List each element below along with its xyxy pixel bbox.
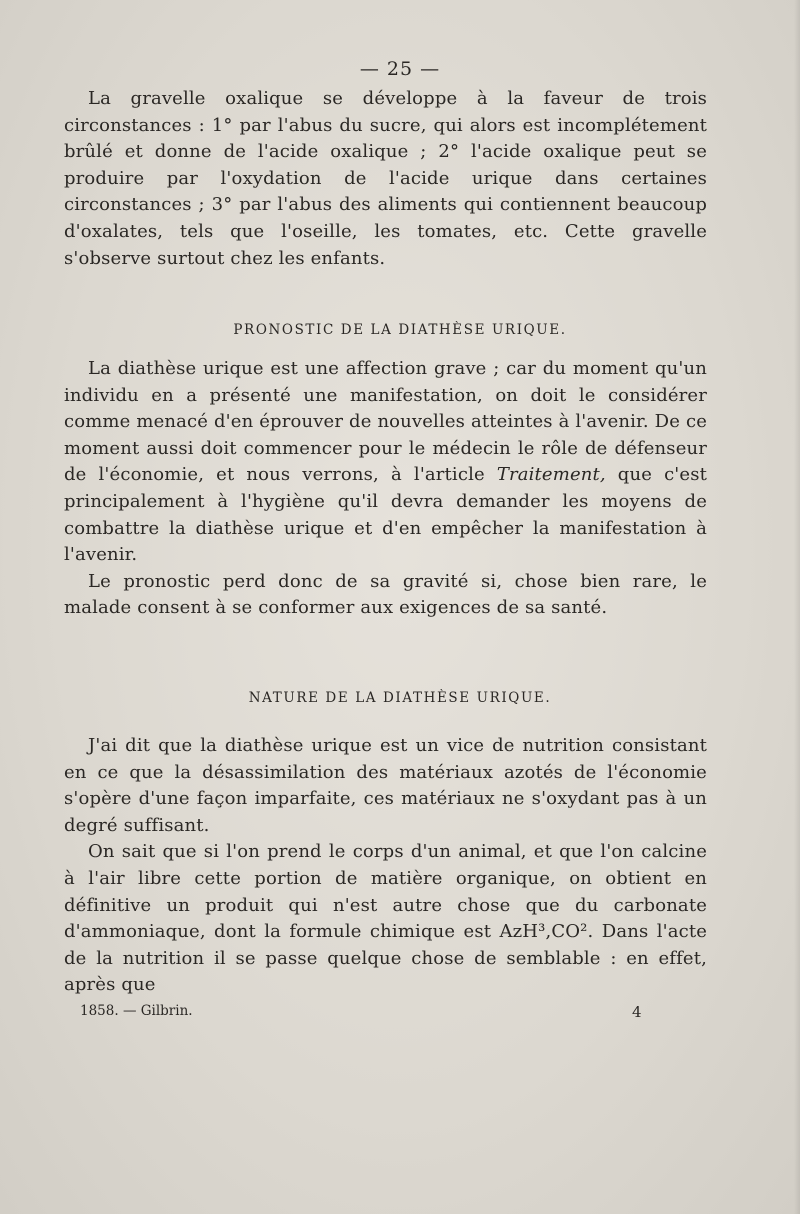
italic-term: Traitement, (496, 464, 606, 486)
footer-sheet-number: 4 (632, 1003, 642, 1021)
text-run: La diathèse urique est une affection grave ; car du moment qu'un individu en a présenté une manifestation, on doit le considérer comme menacé d'en éprouver de nouvelles atteintes à l'avenir. De ce moment aussi doit commencer pour le médecin le rôle de défenseur de l'économie, et nous verrons, à l'article (64, 358, 707, 486)
nature-text (64, 733, 707, 999)
paragraph: On sait que si l'on prend le corps d'un animal, et que l'on calcine à l'air libre cette portion de matière organique, on obtient en définitive un produit qui n'est autre chose que du carbonate d'ammoniaque, dont la formule chimique est AzH³,CO². Dans l'acte de la nutrition il se passe quelque chose de semblable : en effet, après que (64, 841, 707, 996)
paragraph: J'ai dit que la diathèse urique est un vice de nutrition consistant en ce que la désassimilation des matériaux azotés de l'économie s'opère d'une façon imparfaite, ces matériaux ne s'oxydant pas à un degré suffisant. (64, 735, 707, 836)
text-run: que c'est principalement à l'hygiène qu'il devra demander les moyens de combattre la diathèse urique et d'en empêcher la manifestation à l'avenir. (64, 464, 707, 566)
page-number: — 25 — (359, 58, 441, 80)
paragraph (64, 356, 707, 569)
pronostic-text (64, 356, 707, 622)
footer-signature: 1858. — Gilbrin. (80, 1003, 193, 1019)
section-heading-pronostic: PRONOSTIC DE LA DIATHÈSE URIQUE. (233, 322, 567, 338)
paragraph: Le pronostic perd donc de sa gravité si, chose bien rare, le malade consent à se conformer aux exigences de sa santé. (64, 570, 707, 619)
paragraph: La gravelle oxalique se développe à la faveur de trois circonstances : 1° par l'abus du sucre, qui alors est incomplétement brûlé et donne de l'acide oxalique ; 2° l'acide oxalique peut se produire par l'oxydation de l'acide urique dans certaines circonstances ; 3° par l'abus des aliments qui contiennent beaucoup d'oxalates, tels que l'oseille, les tomates, etc. Cette gravelle s'observe surtout chez les enfants. (64, 88, 707, 269)
intro-text (64, 86, 707, 272)
section-heading-nature: NATURE DE LA DIATHÈSE URIQUE. (248, 690, 552, 706)
